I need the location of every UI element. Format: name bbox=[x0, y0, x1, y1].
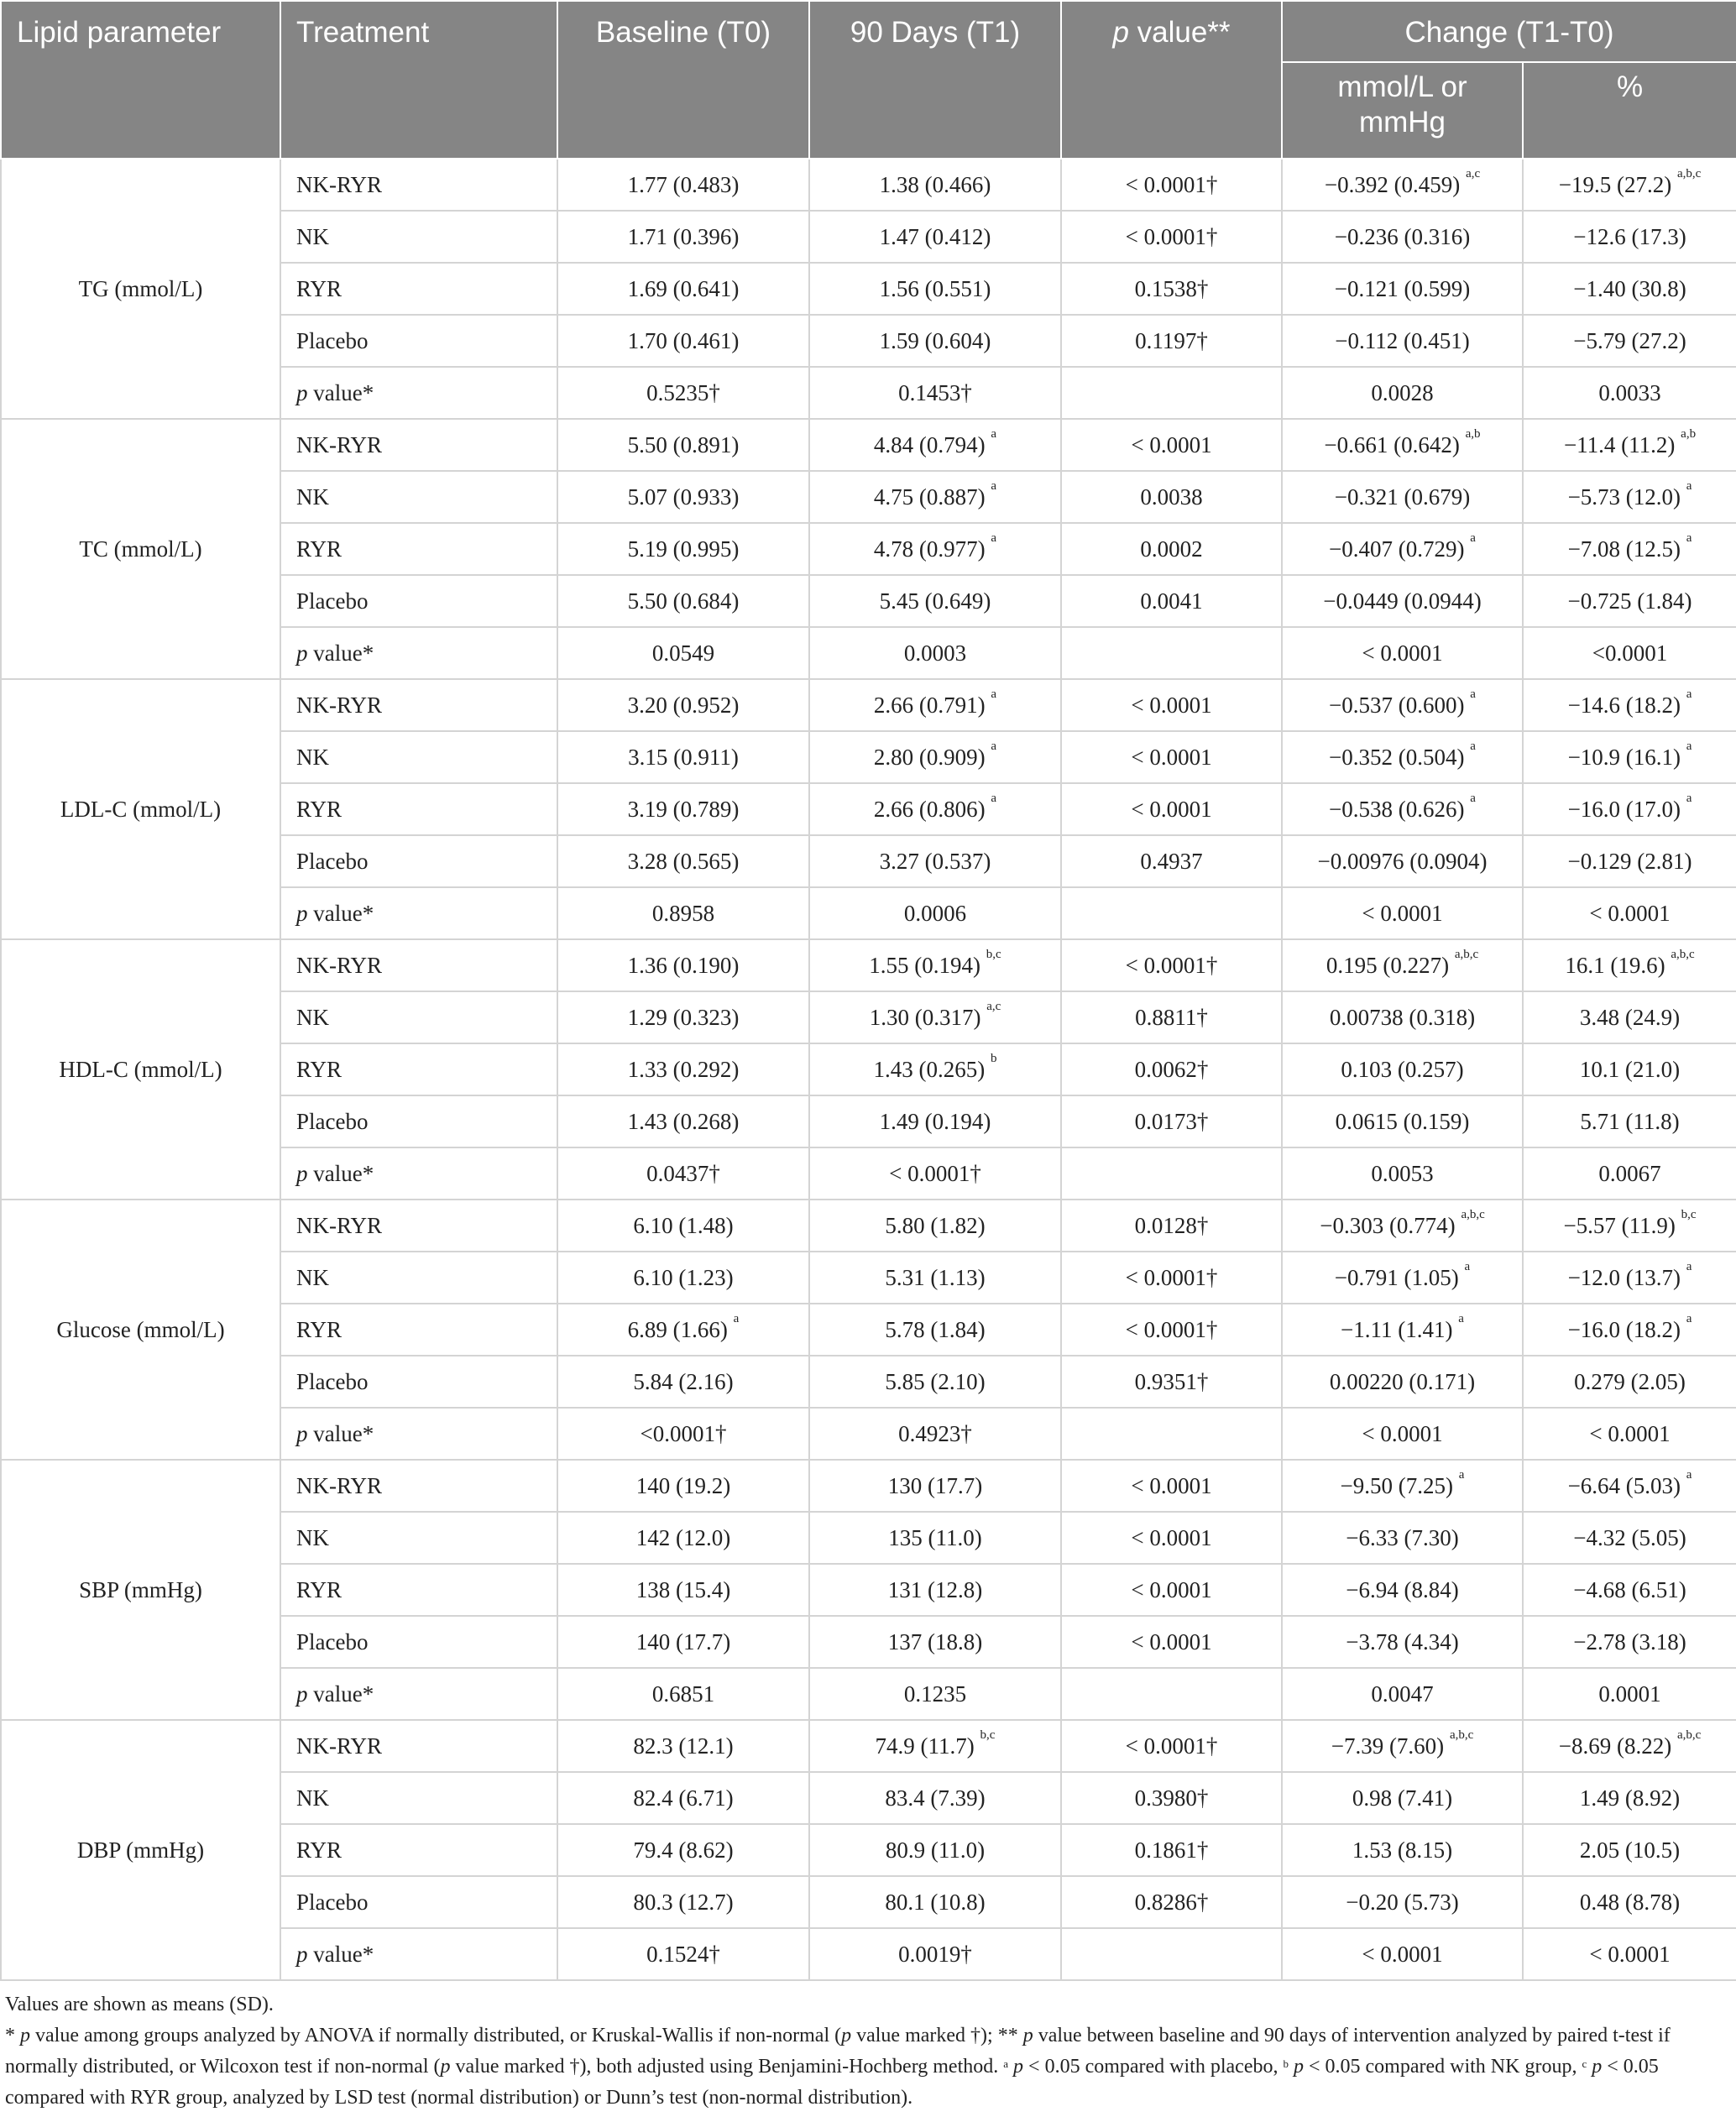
t1-cell: 1.38 (0.466) bbox=[809, 159, 1061, 211]
t1-p-cell: 0.4923† bbox=[809, 1408, 1061, 1460]
treatment-cell: Placebo bbox=[280, 1356, 557, 1408]
change-percent-cell: 5.71 (11.8) bbox=[1523, 1095, 1736, 1147]
change-mmol-cell: −0.321 (0.679) bbox=[1282, 471, 1523, 523]
change-percent-cell: 1.49 (8.92) bbox=[1523, 1772, 1736, 1824]
baseline-p-cell: 0.6851 bbox=[557, 1668, 809, 1720]
t1-cell: 137 (18.8) bbox=[809, 1616, 1061, 1668]
treatment-cell: RYR bbox=[280, 263, 557, 315]
change-mmol-cell: −0.236 (0.316) bbox=[1282, 211, 1523, 263]
treatment-cell: Placebo bbox=[280, 575, 557, 627]
treatment-cell: Placebo bbox=[280, 315, 557, 367]
change-percent-cell: −12.6 (17.3) bbox=[1523, 211, 1736, 263]
lipid-parameter-cell: SBP (mmHg) bbox=[1, 1460, 280, 1720]
p-value-cell: 0.0038 bbox=[1061, 471, 1282, 523]
p-value-cell: 0.1538† bbox=[1061, 263, 1282, 315]
change-mmol-cell: −0.112 (0.451) bbox=[1282, 315, 1523, 367]
footnote-values: Values are shown as means (SD). bbox=[5, 1994, 274, 2015]
t1-cell: 80.1 (10.8) bbox=[809, 1876, 1061, 1928]
change-percent-cell: −1.40 (30.8) bbox=[1523, 263, 1736, 315]
change-percent-cell: 0.48 (8.78) bbox=[1523, 1876, 1736, 1928]
baseline-cell: 82.4 (6.71) bbox=[557, 1772, 809, 1824]
treatment-cell: RYR bbox=[280, 1304, 557, 1356]
change-mmol-cell: −0.537 (0.600) $^a$ bbox=[1282, 679, 1523, 731]
baseline-cell: 3.20 (0.952) bbox=[557, 679, 809, 731]
treatment-cell: NK bbox=[280, 991, 557, 1043]
change-percent-cell: −2.78 (3.18) bbox=[1523, 1616, 1736, 1668]
change-percent-cell: 10.1 (21.0) bbox=[1523, 1043, 1736, 1095]
treatment-cell: NK bbox=[280, 471, 557, 523]
change-percent-p-cell: < 0.0001 bbox=[1523, 887, 1736, 939]
p-value-cell: < 0.0001† bbox=[1061, 1720, 1282, 1772]
empty-cell bbox=[1061, 887, 1282, 939]
lipid-parameter-cell: HDL-C (mmol/L) bbox=[1, 939, 280, 1200]
baseline-p-cell: 0.5235† bbox=[557, 367, 809, 419]
p-value-label: p value* bbox=[280, 1668, 557, 1720]
baseline-cell: 3.28 (0.565) bbox=[557, 835, 809, 887]
t1-cell: 1.59 (0.604) bbox=[809, 315, 1061, 367]
change-mmol-cell: −0.352 (0.504) $^a$ bbox=[1282, 731, 1523, 783]
change-percent-cell: 3.48 (24.9) bbox=[1523, 991, 1736, 1043]
treatment-cell: NK-RYR bbox=[280, 939, 557, 991]
change-percent-cell: −11.4 (11.2) $^{a,b}$ bbox=[1523, 419, 1736, 471]
treatment-cell: RYR bbox=[280, 1564, 557, 1616]
t1-cell: 1.47 (0.412) bbox=[809, 211, 1061, 263]
t1-cell: 5.45 (0.649) bbox=[809, 575, 1061, 627]
p-value-cell: 0.1197† bbox=[1061, 315, 1282, 367]
change-percent-cell: −7.08 (12.5) $^a$ bbox=[1523, 523, 1736, 575]
treatment-cell: NK-RYR bbox=[280, 1200, 557, 1252]
treatment-cell: Placebo bbox=[280, 1616, 557, 1668]
table-header bbox=[1, 1, 1736, 159]
table-footnotes bbox=[0, 1981, 1736, 2114]
change-percent-cell: −12.0 (13.7) $^a$ bbox=[1523, 1252, 1736, 1304]
change-mmol-p-cell: < 0.0001 bbox=[1282, 887, 1523, 939]
p-value-label: p value* bbox=[280, 1147, 557, 1200]
change-mmol-cell: −7.39 (7.60) $^{a,b,c}$ bbox=[1282, 1720, 1523, 1772]
treatment-cell: NK-RYR bbox=[280, 419, 557, 471]
t1-cell: 135 (11.0) bbox=[809, 1512, 1061, 1564]
change-mmol-cell: −0.121 (0.599) bbox=[1282, 263, 1523, 315]
baseline-cell: 1.29 (0.323) bbox=[557, 991, 809, 1043]
t1-cell: 2.66 (0.806) $^a$ bbox=[809, 783, 1061, 835]
change-mmol-cell: −0.791 (1.05) $^a$ bbox=[1282, 1252, 1523, 1304]
baseline-cell: 5.84 (2.16) bbox=[557, 1356, 809, 1408]
t1-cell: 131 (12.8) bbox=[809, 1564, 1061, 1616]
change-percent-cell: −5.73 (12.0) $^a$ bbox=[1523, 471, 1736, 523]
change-percent-cell: −0.725 (1.84) bbox=[1523, 575, 1736, 627]
treatment-cell: NK bbox=[280, 1512, 557, 1564]
change-mmol-p-cell: 0.0028 bbox=[1282, 367, 1523, 419]
baseline-p-cell: 0.1524† bbox=[557, 1928, 809, 1980]
change-percent-cell: 16.1 (19.6) $^{a,b,c}$ bbox=[1523, 939, 1736, 991]
t1-cell: 1.43 (0.265) $^b$ bbox=[809, 1043, 1061, 1095]
header-90-days: 90 Days (T1) bbox=[809, 1, 1061, 159]
change-mmol-cell: 0.00220 (0.171) bbox=[1282, 1356, 1523, 1408]
baseline-cell: 5.07 (0.933) bbox=[557, 471, 809, 523]
p-value-cell: 0.4937 bbox=[1061, 835, 1282, 887]
t1-cell: 1.30 (0.317) $^{a,c}$ bbox=[809, 991, 1061, 1043]
table-row bbox=[1, 419, 1736, 471]
baseline-cell: 1.36 (0.190) bbox=[557, 939, 809, 991]
change-percent-cell: −10.9 (16.1) $^a$ bbox=[1523, 731, 1736, 783]
baseline-cell: 6.10 (1.48) bbox=[557, 1200, 809, 1252]
t1-cell: 2.66 (0.791) $^a$ bbox=[809, 679, 1061, 731]
change-mmol-cell: −0.392 (0.459) $^{a,c}$ bbox=[1282, 159, 1523, 211]
treatment-cell: Placebo bbox=[280, 835, 557, 887]
change-percent-p-cell: 0.0033 bbox=[1523, 367, 1736, 419]
p-value-label: p value* bbox=[280, 627, 557, 679]
t1-cell: 5.31 (1.13) bbox=[809, 1252, 1061, 1304]
t1-cell: 2.80 (0.909) $^a$ bbox=[809, 731, 1061, 783]
p-value-label: p value* bbox=[280, 1408, 557, 1460]
empty-cell bbox=[1061, 1668, 1282, 1720]
treatment-cell: NK bbox=[280, 1772, 557, 1824]
t1-cell: 5.85 (2.10) bbox=[809, 1356, 1061, 1408]
p-value-cell: 0.3980† bbox=[1061, 1772, 1282, 1824]
p-value-cell: 0.8811† bbox=[1061, 991, 1282, 1043]
change-percent-p-cell: < 0.0001 bbox=[1523, 1928, 1736, 1980]
treatment-cell: NK bbox=[280, 211, 557, 263]
treatment-cell: NK bbox=[280, 1252, 557, 1304]
change-percent-cell: −16.0 (18.2) $^a$ bbox=[1523, 1304, 1736, 1356]
change-mmol-cell: −0.20 (5.73) bbox=[1282, 1876, 1523, 1928]
p-value-cell: < 0.0001 bbox=[1061, 1512, 1282, 1564]
t1-p-cell: < 0.0001† bbox=[809, 1147, 1061, 1200]
baseline-cell: 140 (17.7) bbox=[557, 1616, 809, 1668]
baseline-cell: 80.3 (12.7) bbox=[557, 1876, 809, 1928]
t1-cell: 1.49 (0.194) bbox=[809, 1095, 1061, 1147]
footnote-statistics: * p value among groups analyzed by ANOVA if normally distributed, or Kruskal-Wallis if non-normal (p value marked †); ** p value between baseline and 90 days of intervention analyzed by paired t-test if normally distributed, or Wilcoxon test if non-normal (p value marked †), both adjusted using Benjamini-Hochberg method. $^a$ p < 0.05 compared with placebo, $^b$ p < 0.05 compared with NK group, $^c$ p < 0.05 compared with RYR group, analyzed by LSD test (normal distribution) or Dunn’s test (non-normal distribution). bbox=[5, 2025, 1671, 2109]
p-value-cell: < 0.0001† bbox=[1061, 1304, 1282, 1356]
p-value-cell: < 0.0001† bbox=[1061, 211, 1282, 263]
empty-cell bbox=[1061, 627, 1282, 679]
change-mmol-cell: −1.11 (1.41) $^a$ bbox=[1282, 1304, 1523, 1356]
header-baseline: Baseline (T0) bbox=[557, 1, 809, 159]
change-mmol-cell: −0.407 (0.729) $^a$ bbox=[1282, 523, 1523, 575]
table-row bbox=[1, 939, 1736, 991]
change-mmol-cell: −0.00976 (0.0904) bbox=[1282, 835, 1523, 887]
baseline-cell: 3.19 (0.789) bbox=[557, 783, 809, 835]
lipid-parameter-cell: LDL-C (mmol/L) bbox=[1, 679, 280, 939]
p-value-cell: 0.0128† bbox=[1061, 1200, 1282, 1252]
baseline-cell: 1.69 (0.641) bbox=[557, 263, 809, 315]
change-percent-cell: −8.69 (8.22) $^{a,b,c}$ bbox=[1523, 1720, 1736, 1772]
treatment-cell: RYR bbox=[280, 523, 557, 575]
change-percent-cell: −4.68 (6.51) bbox=[1523, 1564, 1736, 1616]
t1-p-cell: 0.0006 bbox=[809, 887, 1061, 939]
t1-p-cell: 0.0003 bbox=[809, 627, 1061, 679]
t1-p-cell: 0.1453† bbox=[809, 367, 1061, 419]
header-treatment: Treatment bbox=[280, 1, 557, 159]
baseline-cell: 140 (19.2) bbox=[557, 1460, 809, 1512]
baseline-cell: 3.15 (0.911) bbox=[557, 731, 809, 783]
treatment-cell: NK bbox=[280, 731, 557, 783]
change-mmol-p-cell: < 0.0001 bbox=[1282, 627, 1523, 679]
t1-cell: 4.84 (0.794) $^a$ bbox=[809, 419, 1061, 471]
treatment-cell: NK-RYR bbox=[280, 1460, 557, 1512]
empty-cell bbox=[1061, 1928, 1282, 1980]
change-mmol-cell: 0.195 (0.227) $^{a,b,c}$ bbox=[1282, 939, 1523, 991]
table-row bbox=[1, 159, 1736, 211]
change-percent-cell: −0.129 (2.81) bbox=[1523, 835, 1736, 887]
change-percent-cell: −5.79 (27.2) bbox=[1523, 315, 1736, 367]
p-value-cell: 0.1861† bbox=[1061, 1824, 1282, 1876]
table-row bbox=[1, 1460, 1736, 1512]
p-value-cell: < 0.0001 bbox=[1061, 731, 1282, 783]
lipid-parameter-cell: DBP (mmHg) bbox=[1, 1720, 280, 1980]
change-mmol-p-cell: 0.0047 bbox=[1282, 1668, 1523, 1720]
baseline-cell: 1.43 (0.268) bbox=[557, 1095, 809, 1147]
change-percent-cell: −4.32 (5.05) bbox=[1523, 1512, 1736, 1564]
header-p-value: p value** bbox=[1061, 1, 1282, 159]
header-change-percent: % bbox=[1523, 62, 1736, 159]
change-mmol-cell: 1.53 (8.15) bbox=[1282, 1824, 1523, 1876]
change-percent-p-cell: < 0.0001 bbox=[1523, 1408, 1736, 1460]
baseline-cell: 5.50 (0.891) bbox=[557, 419, 809, 471]
baseline-p-cell: 0.8958 bbox=[557, 887, 809, 939]
treatment-cell: RYR bbox=[280, 1824, 557, 1876]
p-value-cell: < 0.0001† bbox=[1061, 1252, 1282, 1304]
treatment-cell: NK-RYR bbox=[280, 679, 557, 731]
change-mmol-cell: −6.94 (8.84) bbox=[1282, 1564, 1523, 1616]
header-lipid-parameter: Lipid parameter bbox=[1, 1, 280, 159]
lipid-parameter-cell: TC (mmol/L) bbox=[1, 419, 280, 679]
empty-cell bbox=[1061, 367, 1282, 419]
p-value-cell: 0.0041 bbox=[1061, 575, 1282, 627]
p-value-label: p value* bbox=[280, 367, 557, 419]
change-mmol-cell: −0.661 (0.642) $^{a,b}$ bbox=[1282, 419, 1523, 471]
table-row bbox=[1, 1720, 1736, 1772]
header-change: Change (T1-T0) bbox=[1282, 1, 1736, 62]
t1-cell: 83.4 (7.39) bbox=[809, 1772, 1061, 1824]
p-value-cell: 0.9351† bbox=[1061, 1356, 1282, 1408]
lipid-parameter-cell: TG (mmol/L) bbox=[1, 159, 280, 419]
p-value-cell: 0.0062† bbox=[1061, 1043, 1282, 1095]
t1-cell: 4.78 (0.977) $^a$ bbox=[809, 523, 1061, 575]
p-value-cell: < 0.0001 bbox=[1061, 783, 1282, 835]
p-value-cell: < 0.0001† bbox=[1061, 939, 1282, 991]
t1-cell: 130 (17.7) bbox=[809, 1460, 1061, 1512]
change-percent-cell: −14.6 (18.2) $^a$ bbox=[1523, 679, 1736, 731]
table-row bbox=[1, 1200, 1736, 1252]
empty-cell bbox=[1061, 1408, 1282, 1460]
change-mmol-cell: −6.33 (7.30) bbox=[1282, 1512, 1523, 1564]
change-percent-cell: −5.57 (11.9) $^{b,c}$ bbox=[1523, 1200, 1736, 1252]
treatment-cell: Placebo bbox=[280, 1095, 557, 1147]
p-value-cell: 0.8286† bbox=[1061, 1876, 1282, 1928]
p-value-cell: 0.0002 bbox=[1061, 523, 1282, 575]
change-percent-cell: 2.05 (10.5) bbox=[1523, 1824, 1736, 1876]
baseline-cell: 138 (15.4) bbox=[557, 1564, 809, 1616]
t1-cell: 3.27 (0.537) bbox=[809, 835, 1061, 887]
baseline-cell: 1.77 (0.483) bbox=[557, 159, 809, 211]
treatment-cell: NK-RYR bbox=[280, 1720, 557, 1772]
change-percent-p-cell: 0.0001 bbox=[1523, 1668, 1736, 1720]
p-value-label: p value* bbox=[280, 887, 557, 939]
p-value-cell: < 0.0001 bbox=[1061, 1564, 1282, 1616]
p-value-cell: < 0.0001† bbox=[1061, 159, 1282, 211]
change-mmol-cell: −9.50 (7.25) $^a$ bbox=[1282, 1460, 1523, 1512]
change-percent-p-cell: <0.0001 bbox=[1523, 627, 1736, 679]
t1-cell: 1.55 (0.194) $^{b,c}$ bbox=[809, 939, 1061, 991]
p-value-cell: < 0.0001 bbox=[1061, 419, 1282, 471]
t1-cell: 1.56 (0.551) bbox=[809, 263, 1061, 315]
header-change-mmol: mmol/L or mmHg bbox=[1282, 62, 1523, 159]
change-mmol-p-cell: 0.0053 bbox=[1282, 1147, 1523, 1200]
baseline-p-cell: <0.0001† bbox=[557, 1408, 809, 1460]
change-percent-cell: −19.5 (27.2) $^{a,b,c}$ bbox=[1523, 159, 1736, 211]
p-value-cell: 0.0173† bbox=[1061, 1095, 1282, 1147]
treatment-cell: NK-RYR bbox=[280, 159, 557, 211]
treatment-cell: RYR bbox=[280, 783, 557, 835]
baseline-cell: 1.70 (0.461) bbox=[557, 315, 809, 367]
change-mmol-cell: 0.0615 (0.159) bbox=[1282, 1095, 1523, 1147]
change-percent-cell: −6.64 (5.03) $^a$ bbox=[1523, 1460, 1736, 1512]
p-value-cell: < 0.0001 bbox=[1061, 679, 1282, 731]
lipid-parameter-cell: Glucose (mmol/L) bbox=[1, 1200, 280, 1460]
baseline-cell: 5.19 (0.995) bbox=[557, 523, 809, 575]
t1-cell: 74.9 (11.7) $^{b,c}$ bbox=[809, 1720, 1061, 1772]
change-mmol-p-cell: < 0.0001 bbox=[1282, 1408, 1523, 1460]
t1-cell: 4.75 (0.887) $^a$ bbox=[809, 471, 1061, 523]
t1-cell: 5.80 (1.82) bbox=[809, 1200, 1061, 1252]
treatment-cell: RYR bbox=[280, 1043, 557, 1095]
treatment-cell: Placebo bbox=[280, 1876, 557, 1928]
change-mmol-cell: 0.103 (0.257) bbox=[1282, 1043, 1523, 1095]
change-percent-cell: 0.279 (2.05) bbox=[1523, 1356, 1736, 1408]
baseline-p-cell: 0.0437† bbox=[557, 1147, 809, 1200]
empty-cell bbox=[1061, 1147, 1282, 1200]
baseline-cell: 1.71 (0.396) bbox=[557, 211, 809, 263]
t1-cell: 80.9 (11.0) bbox=[809, 1824, 1061, 1876]
baseline-cell: 6.89 (1.66) $^a$ bbox=[557, 1304, 809, 1356]
p-value-label: p value* bbox=[280, 1928, 557, 1980]
change-mmol-cell: −3.78 (4.34) bbox=[1282, 1616, 1523, 1668]
table-row bbox=[1, 679, 1736, 731]
t1-p-cell: 0.0019† bbox=[809, 1928, 1061, 1980]
change-mmol-cell: 0.00738 (0.318) bbox=[1282, 991, 1523, 1043]
baseline-cell: 79.4 (8.62) bbox=[557, 1824, 809, 1876]
change-percent-p-cell: 0.0067 bbox=[1523, 1147, 1736, 1200]
t1-p-cell: 0.1235 bbox=[809, 1668, 1061, 1720]
change-mmol-cell: −0.538 (0.626) $^a$ bbox=[1282, 783, 1523, 835]
t1-cell: 5.78 (1.84) bbox=[809, 1304, 1061, 1356]
p-value-cell: < 0.0001 bbox=[1061, 1460, 1282, 1512]
change-percent-cell: −16.0 (17.0) $^a$ bbox=[1523, 783, 1736, 835]
table-body bbox=[1, 159, 1736, 1980]
baseline-cell: 5.50 (0.684) bbox=[557, 575, 809, 627]
baseline-cell: 82.3 (12.1) bbox=[557, 1720, 809, 1772]
baseline-p-cell: 0.0549 bbox=[557, 627, 809, 679]
change-mmol-p-cell: < 0.0001 bbox=[1282, 1928, 1523, 1980]
change-mmol-cell: −0.0449 (0.0944) bbox=[1282, 575, 1523, 627]
baseline-cell: 6.10 (1.23) bbox=[557, 1252, 809, 1304]
baseline-cell: 1.33 (0.292) bbox=[557, 1043, 809, 1095]
change-mmol-cell: −0.303 (0.774) $^{a,b,c}$ bbox=[1282, 1200, 1523, 1252]
p-value-cell: < 0.0001 bbox=[1061, 1616, 1282, 1668]
change-mmol-cell: 0.98 (7.41) bbox=[1282, 1772, 1523, 1824]
baseline-cell: 142 (12.0) bbox=[557, 1512, 809, 1564]
